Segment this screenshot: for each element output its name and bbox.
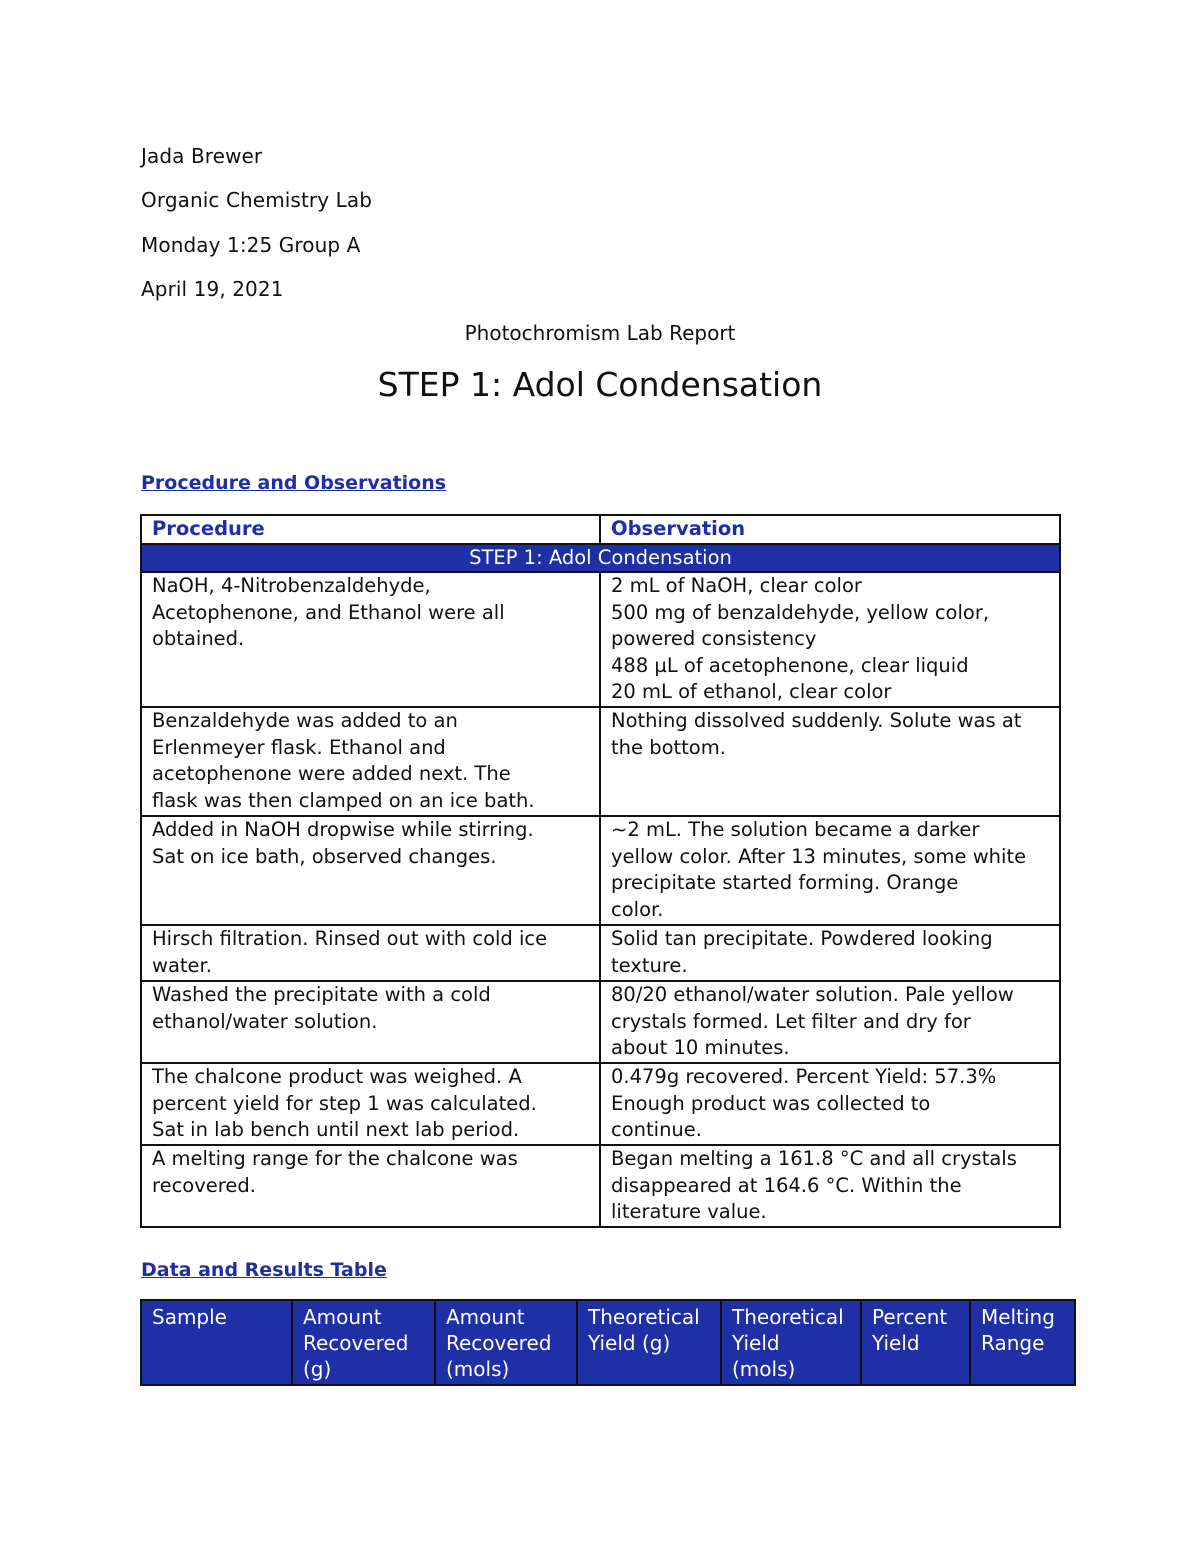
results-column-header <box>435 1300 577 1385</box>
results-column-header <box>721 1300 861 1385</box>
observation-text-line: precipitate started forming. Orange <box>611 871 959 894</box>
procedure-text-line: ethanol/water solution. <box>152 1009 378 1033</box>
procedure-text-line: percent yield for step 1 was calculated. <box>152 1091 537 1115</box>
procedure-text-line: A melting range for the chalcone was <box>152 1147 518 1170</box>
observation-text-line: literature value. <box>611 1200 767 1223</box>
observation-cell <box>600 925 1060 981</box>
procedure-text-line: NaOH, 4-Nitrobenzaldehyde, <box>152 574 431 597</box>
procedure-text-line: Hirsch filtration. Rinsed out with cold ice <box>152 927 548 950</box>
procedure-text-line: acetophenone were added next. The <box>152 762 511 785</box>
observation-text-line: powered consistency <box>611 627 817 650</box>
procedure-cell <box>141 1145 600 1227</box>
results-header-line: (g) <box>303 1357 332 1381</box>
observation-cell <box>600 1063 1060 1145</box>
data-results-table <box>140 1299 1076 1386</box>
observation-text-line: crystals formed. Let filter and dry for <box>611 1009 971 1033</box>
observation-text-line: yellow color. After 13 minutes, some white <box>611 844 1027 868</box>
table-row <box>141 707 1060 816</box>
procedure-cell <box>141 707 600 816</box>
results-header-line: Yield (g) <box>588 1331 671 1355</box>
results-header-line: Melting <box>981 1305 1055 1329</box>
procedure-cell <box>141 925 600 981</box>
observation-cell <box>600 707 1060 816</box>
procedure-observation-table <box>140 514 1061 1228</box>
observation-text-line: 488 µL of acetophenone, clear liquid <box>611 653 969 677</box>
report-title: STEP 1: Adol Condensation <box>377 365 823 404</box>
results-header-line: Theoretical <box>732 1305 844 1329</box>
report-date: April 19, 2021 <box>141 277 284 301</box>
observation-text-line: ~2 mL. The solution became a darker <box>611 818 980 841</box>
procedure-text-line: Washed the precipitate with a cold <box>152 983 491 1006</box>
observation-cell <box>600 572 1060 707</box>
results-header-line: Theoretical <box>588 1305 700 1329</box>
table-row <box>141 1063 1060 1145</box>
results-header-line: Sample <box>152 1305 227 1329</box>
results-header-line: Range <box>981 1331 1045 1355</box>
observation-text-line: continue. <box>611 1118 702 1141</box>
procedure-text-line: The chalcone product was weighed. A <box>152 1065 522 1088</box>
results-header-row <box>141 1300 1075 1385</box>
procedure-text-line: Benzaldehyde was added to an <box>152 709 458 732</box>
course-name: Organic Chemistry Lab <box>141 188 373 212</box>
procedure-text-line: Acetophenone, and Ethanol were all <box>152 600 505 624</box>
results-column-header <box>292 1300 435 1385</box>
procedure-text-line: Sat in lab bench until next lab period. <box>152 1118 520 1141</box>
observation-cell <box>600 1145 1060 1227</box>
table-row <box>141 981 1060 1063</box>
table-row <box>141 816 1060 925</box>
procedure-text-line: obtained. <box>152 627 245 650</box>
procedure-text-line: Erlenmeyer flask. Ethanol and <box>152 735 446 759</box>
report-subtitle: Photochromism Lab Report <box>464 321 736 345</box>
procedure-cell <box>141 572 600 707</box>
procedure-column-header: Procedure <box>141 515 600 544</box>
results-header-line: Yield <box>872 1331 920 1355</box>
observation-cell <box>600 981 1060 1063</box>
procedure-text-line: Added in NaOH dropwise while stirring. <box>152 818 534 841</box>
results-header-line: Amount <box>303 1305 382 1329</box>
procedure-text-line: flask was then clamped on an ice bath. <box>152 788 535 812</box>
observation-text-line: Solid tan precipitate. Powdered looking <box>611 927 993 950</box>
results-column-header <box>861 1300 970 1385</box>
results-header-line: Amount <box>446 1305 525 1329</box>
observation-column-header: Observation <box>600 515 1060 544</box>
observation-text-line: texture. <box>611 953 688 977</box>
observation-text-line: about 10 minutes. <box>611 1036 790 1059</box>
observation-text-line: Nothing dissolved suddenly. Solute was at <box>611 709 1022 732</box>
procedure-section-heading: Procedure and Observations <box>141 472 447 494</box>
procedure-text-line: water. <box>152 953 212 977</box>
lab-section: Monday 1:25 Group A <box>141 233 361 257</box>
results-header-line: Percent <box>872 1305 948 1329</box>
results-column-header <box>970 1300 1075 1385</box>
results-header-line: (mols) <box>732 1357 796 1381</box>
table-header-row <box>141 515 1060 544</box>
table-row <box>141 925 1060 981</box>
procedure-cell <box>141 816 600 925</box>
observation-text-line: color. <box>611 897 664 921</box>
observation-text-line: 80/20 ethanol/water solution. Pale yellow <box>611 983 1014 1006</box>
table-row <box>141 572 1060 707</box>
procedure-rows <box>141 572 1060 1227</box>
procedure-cell <box>141 981 600 1063</box>
results-header-line: (mols) <box>446 1357 510 1381</box>
procedure-text-line: recovered. <box>152 1173 256 1197</box>
results-header-line: Recovered <box>303 1331 409 1355</box>
results-header-line: Yield <box>732 1331 780 1355</box>
results-section-heading: Data and Results Table <box>141 1259 387 1281</box>
table-row <box>141 1145 1060 1227</box>
results-column-header <box>577 1300 721 1385</box>
observation-text-line: disappeared at 164.6 °C. Within the <box>611 1173 962 1197</box>
observation-text-line: the bottom. <box>611 735 726 759</box>
results-header-line: Recovered <box>446 1331 552 1355</box>
procedure-cell <box>141 1063 600 1145</box>
step-band-label: STEP 1: Adol Condensation <box>141 544 1060 573</box>
procedure-text-line: Sat on ice bath, observed changes. <box>152 844 497 868</box>
observation-text-line: Began melting a 161.8 °C and all crystals <box>611 1147 1017 1170</box>
results-column-header <box>141 1300 292 1385</box>
author-name: Jada Brewer <box>141 144 263 168</box>
step-band-row <box>141 544 1060 573</box>
observation-cell <box>600 816 1060 925</box>
observation-text-line: 0.479g recovered. Percent Yield: 57.3% <box>611 1065 997 1088</box>
observation-text-line: 500 mg of benzaldehyde, yellow color, <box>611 600 990 624</box>
observation-text-line: 20 mL of ethanol, clear color <box>611 680 892 703</box>
observation-text-line: Enough product was collected to <box>611 1091 931 1115</box>
observation-text-line: 2 mL of NaOH, clear color <box>611 574 862 597</box>
